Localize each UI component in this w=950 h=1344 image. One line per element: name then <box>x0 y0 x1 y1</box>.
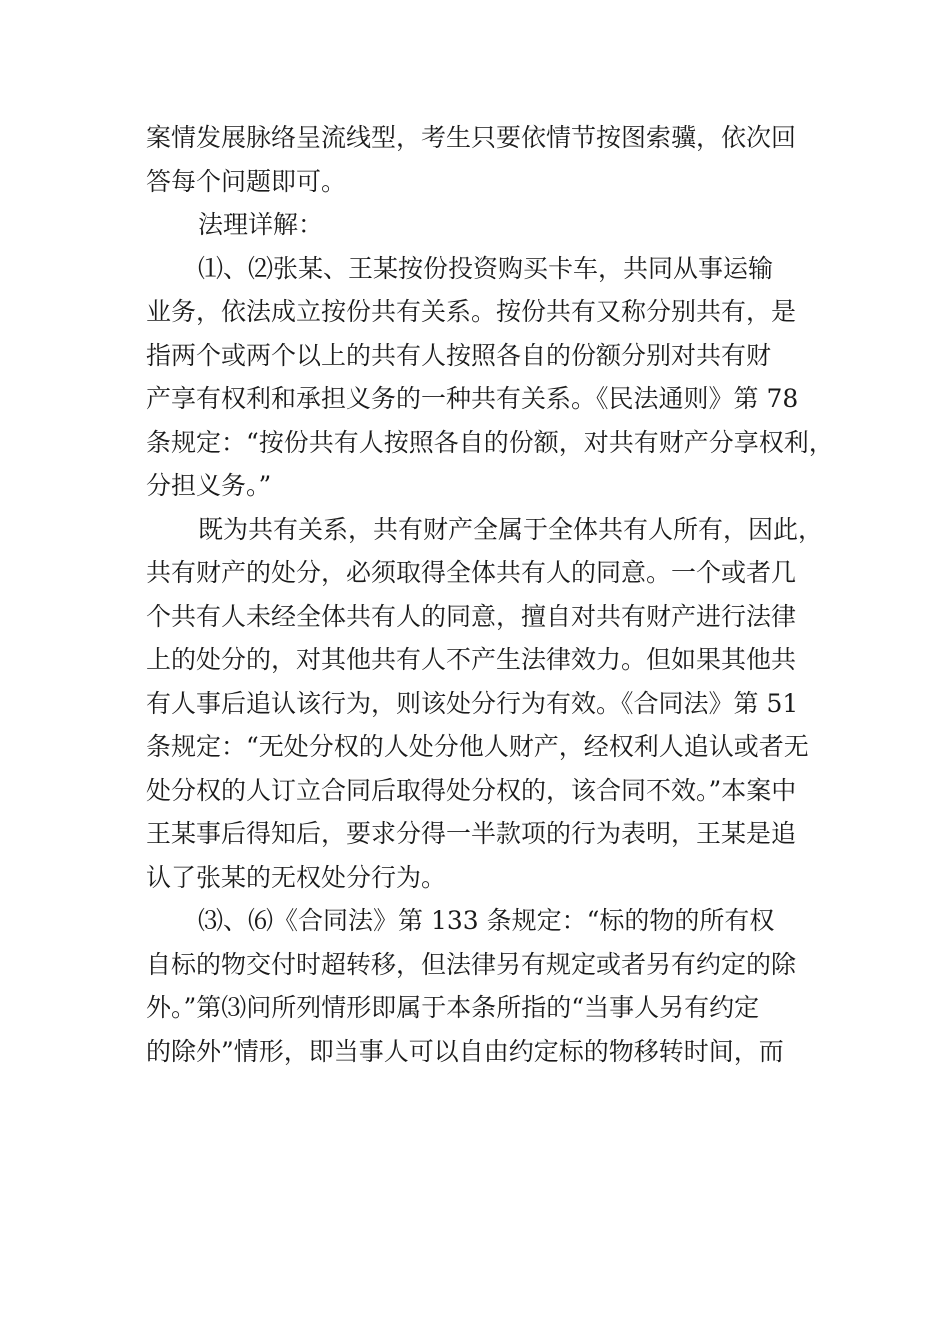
text-line: 的除外”情形，即当事人可以自由约定标的物移转时间，而 <box>146 1036 784 1066</box>
text-line: 认了张某的无权处分行为。 <box>146 862 447 892</box>
text-line: 产享有权利和承担义务的一种共有关系。《民法通则》第 78 <box>146 384 799 413</box>
text-line: 指两个或两个以上的共有人按照各自的份额分别对共有财 <box>146 340 772 370</box>
text-line: 个共有人未经全体共有人的同意，擅自对共有财产进行法律 <box>146 601 797 631</box>
text-line: 有人事后追认该行为，则该处分行为有效。《合同法》第 51 <box>146 688 799 718</box>
text-line: ⑴、⑵张某、王某按份投资购买卡车，共同从事运输 <box>198 253 774 283</box>
text-line: 处分权的人订立合同后取得处分权的，该合同不效。”本案中 <box>146 775 797 805</box>
text-line: 外。”第⑶问所列情形即属于本条所指的“当事人另有约定 <box>146 993 760 1022</box>
text-line: 上的处分的，对其他共有人不产生法律效力。但如果其他共 <box>146 645 797 674</box>
text-line: 案情发展脉络呈流线型，考生只要依情节按图索骥，依次回 <box>146 123 797 152</box>
body-text <box>146 116 834 1073</box>
text-line: 自标的物交付时超转移，但法律另有规定或者另有约定的除 <box>146 949 797 979</box>
text-line: 既为共有关系，共有财产全属于全体共有人所有，因此， <box>198 514 824 544</box>
text-line: 条规定：“按份共有人按照各自的份额，对共有财产分享权利， <box>146 427 834 457</box>
text-line: 分担义务。” <box>146 471 272 500</box>
section-heading: 法理详解： <box>198 210 324 239</box>
text-line: 答每个问题即可。 <box>146 166 347 196</box>
text-line: 条规定：“无处分权的人处分他人财产，经权利人追认或者无 <box>146 732 809 761</box>
text-line: 王某事后得知后，要求分得一半款项的行为表明，王某是追 <box>146 819 797 848</box>
text-line: ⑶、⑹《合同法》第 133 条规定：“标的物的所有权 <box>198 906 775 935</box>
text-line: 业务，依法成立按份共有关系。按份共有又称分别共有，是 <box>146 297 797 326</box>
text-line: 共有财产的处分，必须取得全体共有人的同意。一个或者几 <box>146 558 797 587</box>
